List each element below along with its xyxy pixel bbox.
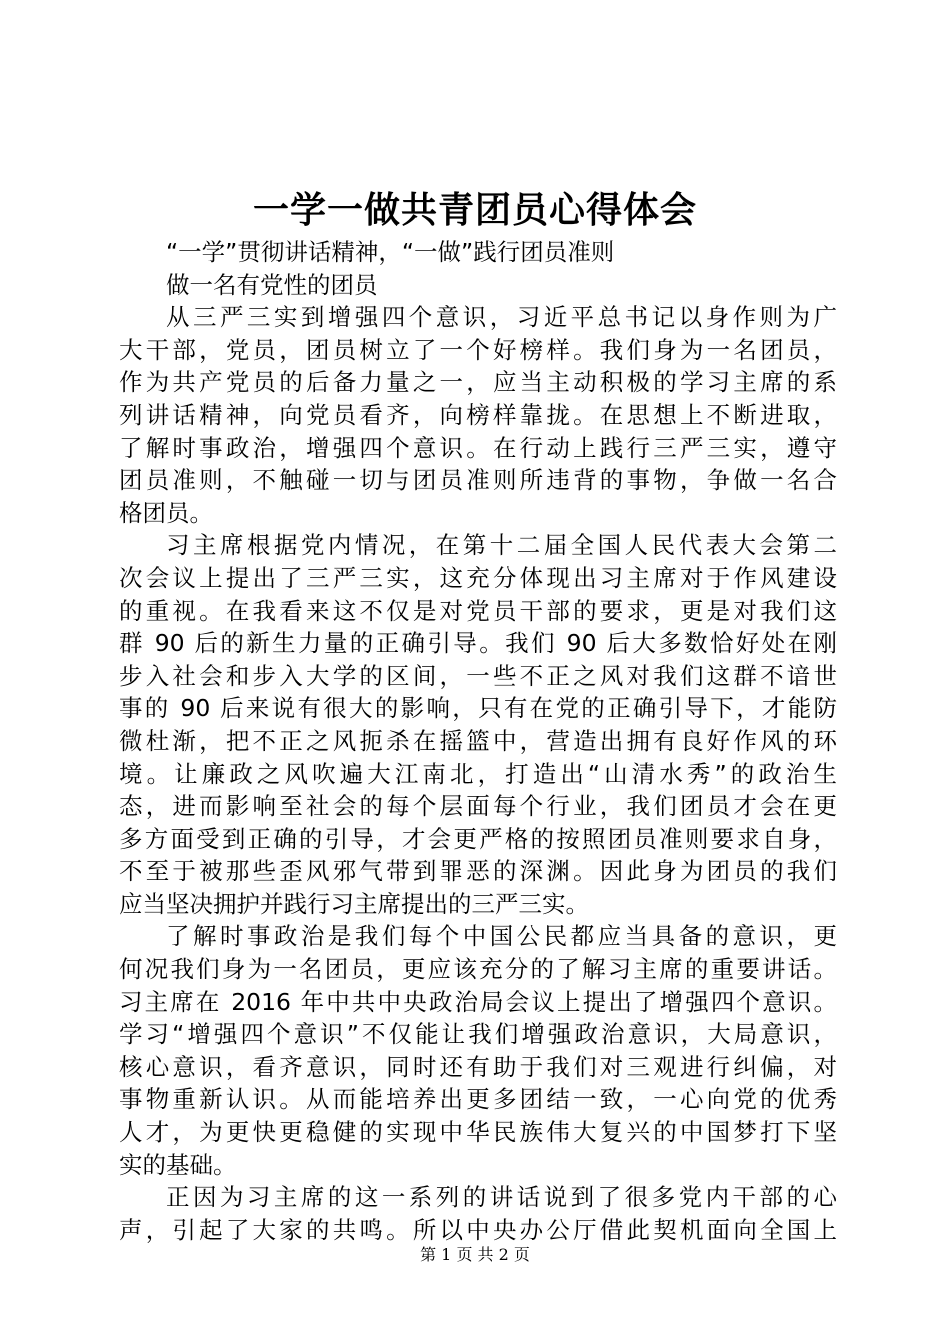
- paragraph-line: 格团员。: [119, 498, 213, 527]
- paragraph-line: 何况我们身为一名团员，更应该充分的了解习主席的重要讲话。: [119, 955, 837, 984]
- subtitle-line: “一学”贯彻讲话精神，“一做”践行团员准则: [166, 238, 615, 266]
- paragraph-line: 习主席根据党内情况，在第十二届全国人民代表大会第二: [166, 531, 837, 560]
- paragraph-line: 学习“增强四个意识”不仅能让我们增强政治意识，大局意识，: [119, 1020, 837, 1049]
- paragraph-line: 列讲话精神，向党员看齐，向榜样靠拢。在思想上不断进取，: [119, 400, 837, 429]
- document-title: 一学一做共青团员心得体会: [252, 189, 697, 231]
- paragraph-line: 从三严三实到增强四个意识，习近平总书记以身作则为广: [166, 303, 837, 332]
- paragraph-line: 作为共产党员的后备力量之一，应当主动积极的学习主席的系: [119, 368, 837, 397]
- paragraph-line: 事的 90 后来说有很大的影响，只有在党的正确引导下，才能防: [119, 694, 837, 723]
- paragraph-line: 群 90 后的新生力量的正确引导。我们 90 后大多数恰好处在刚: [119, 629, 837, 658]
- paragraph-line: 大干部，党员，团员树立了一个好榜样。我们身为一名团员，: [119, 335, 837, 364]
- paragraph-line: 正因为习主席的这一系列的讲话说到了很多党内干部的心: [166, 1183, 837, 1212]
- page-number-footer: 第 1 页 共 2 页: [420, 1245, 530, 1264]
- paragraph-line: 核心意识，看齐意识，同时还有助于我们对三观进行纠偏，对: [119, 1052, 837, 1081]
- paragraph-line: 了解时事政治，增强四个意识。在行动上践行三严三实，遵守: [119, 433, 837, 462]
- paragraph-line: 态，进而影响至社会的每个层面每个行业，我们团员才会在更: [119, 792, 837, 821]
- paragraph-line: 实的基础。: [119, 1150, 237, 1179]
- paragraph-line: 多方面受到正确的引导，才会更严格的按照团员准则要求自身，: [119, 824, 837, 853]
- paragraph-line: 团员准则，不触碰一切与团员准则所违背的事物，争做一名合: [119, 466, 837, 495]
- paragraph-line: 了解时事政治是我们每个中国公民都应当具备的意识，更: [166, 922, 837, 951]
- paragraph-line: 事物重新认识。从而能培养出更多团结一致，一心向党的优秀: [119, 1085, 837, 1114]
- paragraph-line: 步入社会和步入大学的区间，一些不正之风对我们这群不谙世: [119, 661, 837, 690]
- paragraph-line: 的重视。在我看来这不仅是对党员干部的要求，更是对我们这: [119, 596, 837, 625]
- paragraph-line: 微杜渐，把不正之风扼杀在摇篮中，营造出拥有良好作风的环: [119, 726, 837, 755]
- paragraph-line: 声，引起了大家的共鸣。所以中央办公厅借此契机面向全国上: [119, 1215, 837, 1244]
- document-body: [119, 236, 837, 1246]
- paragraph-line: 人才，为更快更稳健的实现中华民族伟大复兴的中国梦打下坚: [119, 1118, 837, 1147]
- paragraph-line: 习主席在 2016 年中共中央政治局会议上提出了增强四个意识。: [119, 987, 837, 1016]
- paragraph-line: 应当坚决拥护并践行习主席提出的三严三实。: [119, 889, 589, 918]
- paragraph-line: 次会议上提出了三严三实，这充分体现出习主席对于作风建设: [119, 563, 837, 592]
- subtitle-line: 做一名有党性的团员: [166, 270, 378, 299]
- paragraph-line: 不至于被那些歪风邪气带到罪恶的深渊。因此身为团员的我们: [119, 857, 837, 886]
- paragraph-line: 境。让廉政之风吹遍大江南北，打造出“山清水秀”的政治生: [119, 759, 837, 788]
